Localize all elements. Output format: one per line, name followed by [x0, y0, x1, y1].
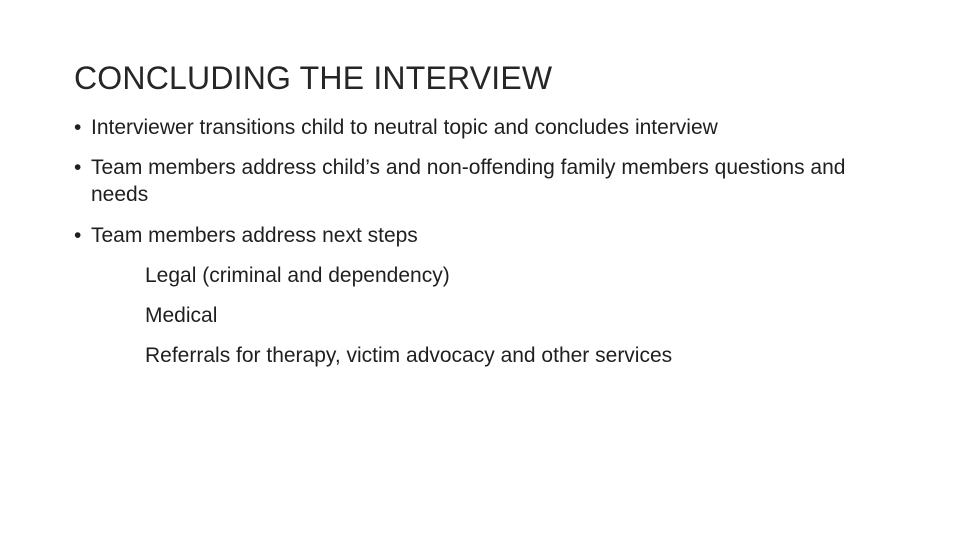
bullet-item: [74, 222, 894, 249]
sub-item-referrals: Referrals for therapy, victim advocacy and other services: [145, 344, 673, 367]
bullet-text: Interviewer transitions child to neutral topic and concludes interview: [91, 116, 718, 139]
bullet-text: Team members address child’s and non-offending family members questions and needs: [91, 156, 846, 206]
bullet-list: [74, 114, 894, 382]
bullet-marker: •: [74, 156, 82, 179]
bullet-item: [74, 114, 894, 141]
bullet-item: [74, 154, 894, 208]
slide-title: CONCLUDING THE INTERVIEW: [74, 60, 553, 96]
bullet-text: Team members address next steps: [91, 224, 418, 247]
sub-item-medical: Medical: [145, 304, 218, 327]
sub-item-legal: Legal (criminal and dependency): [145, 264, 450, 287]
bullet-marker: •: [74, 224, 82, 247]
bullet-marker: •: [74, 116, 82, 139]
